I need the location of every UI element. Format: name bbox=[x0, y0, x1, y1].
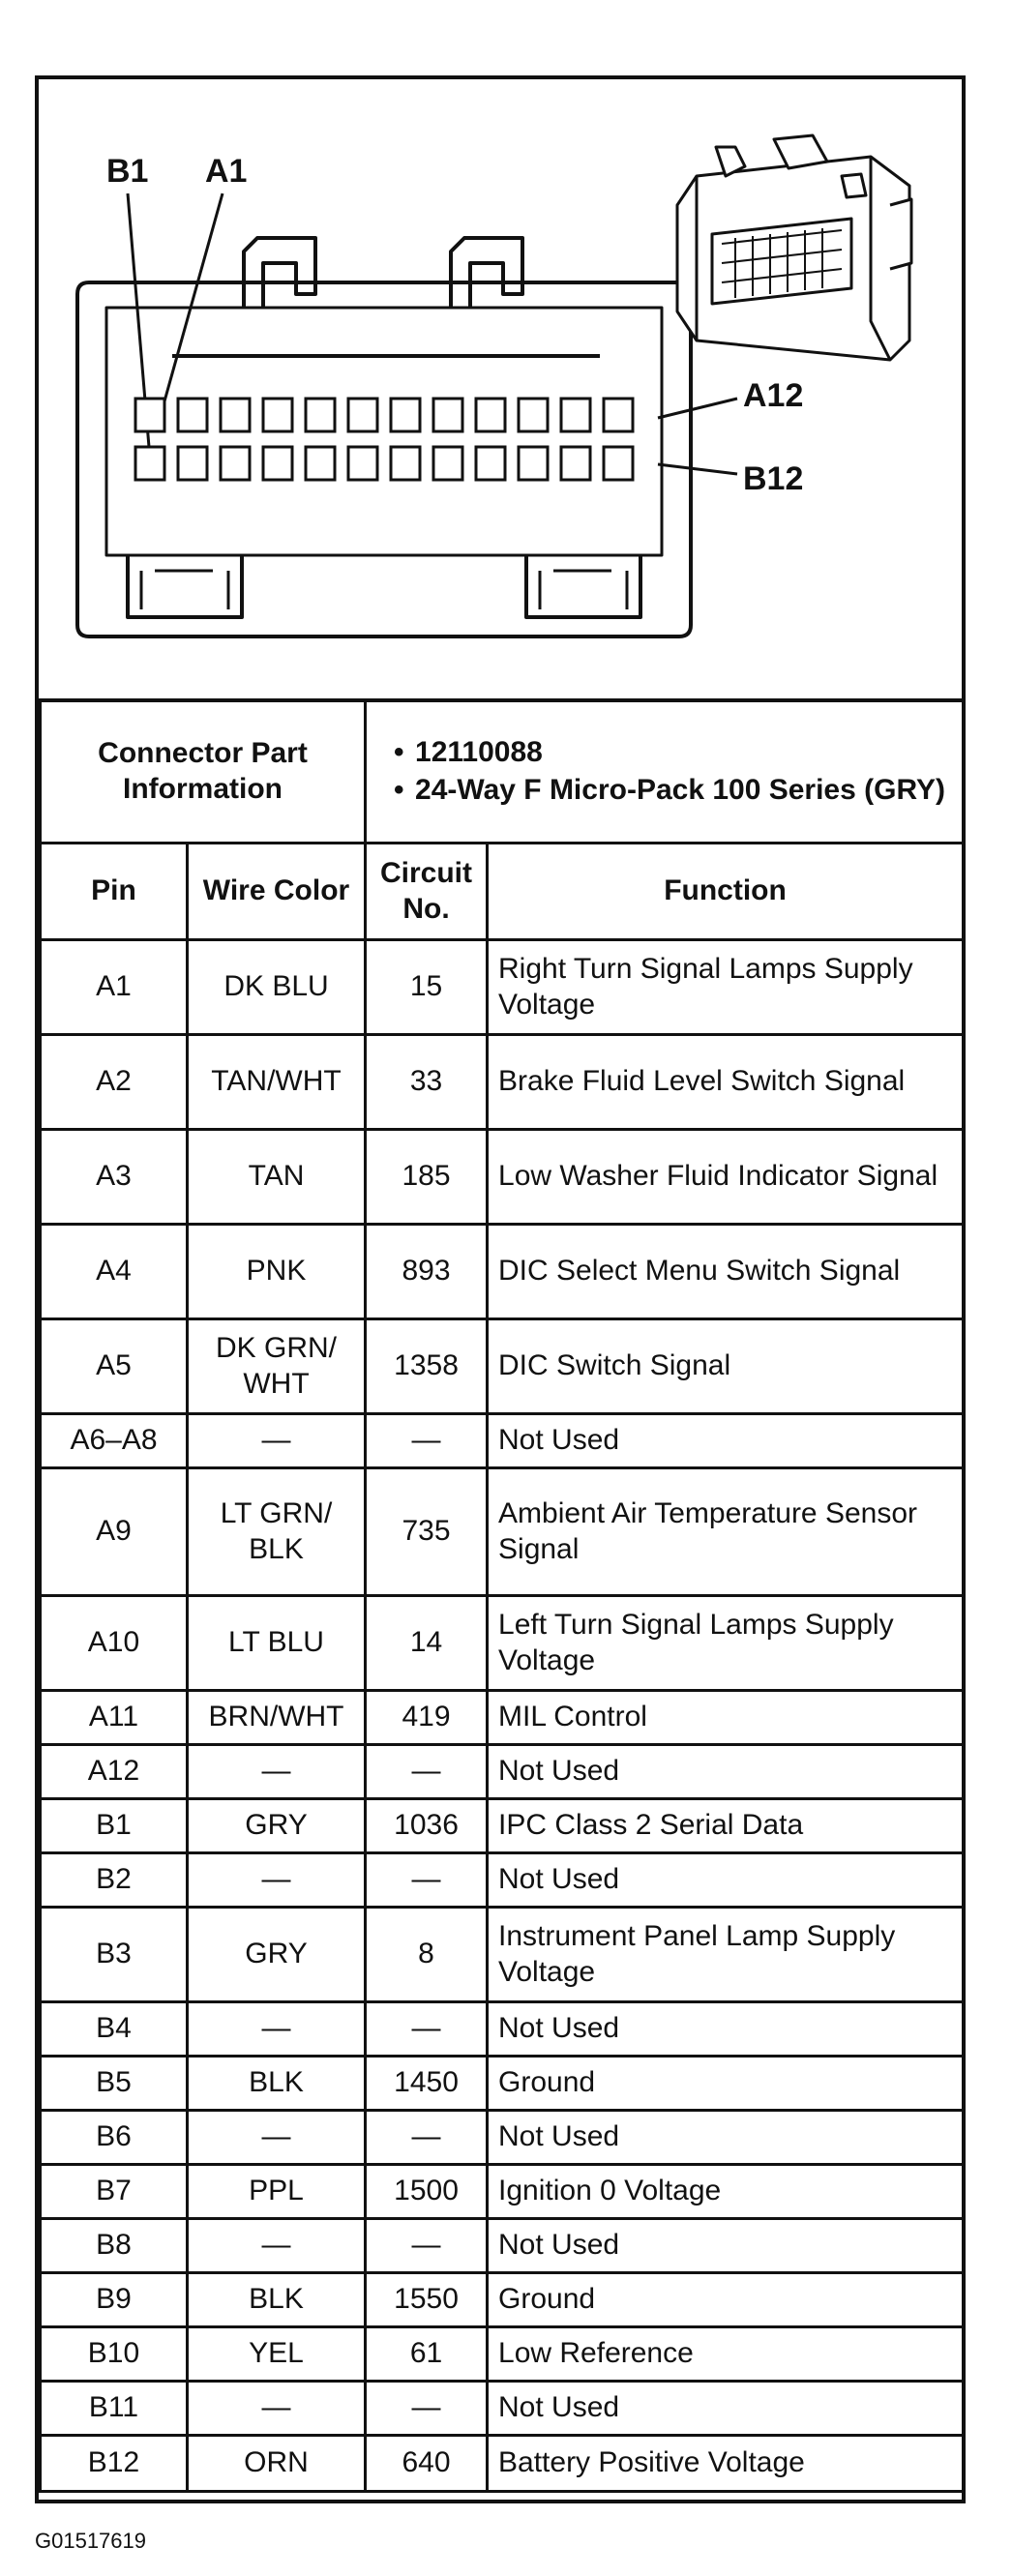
function-cell: Low Reference bbox=[488, 2327, 964, 2382]
pin-cavity bbox=[391, 399, 420, 431]
function-cell: Battery Positive Voltage bbox=[488, 2436, 964, 2492]
table-row bbox=[41, 1035, 964, 1130]
pin-cell: B8 bbox=[41, 2219, 188, 2273]
circuit-cell: — bbox=[366, 1853, 488, 1908]
connector-info-list bbox=[376, 735, 952, 808]
table-row bbox=[41, 1468, 964, 1596]
function-cell: Brake Fluid Level Switch Signal bbox=[488, 1035, 964, 1130]
wire-color-cell: — bbox=[188, 2002, 366, 2057]
function-cell: Ground bbox=[488, 2273, 964, 2327]
function-cell: Not Used bbox=[488, 2002, 964, 2057]
pin-cavity bbox=[348, 447, 377, 480]
table-row bbox=[41, 1414, 964, 1468]
function-cell: Right Turn Signal Lamps Supply Voltage bbox=[488, 940, 964, 1035]
pin-cell: B1 bbox=[41, 1799, 188, 1853]
function-cell: Left Turn Signal Lamps Supply Voltage bbox=[488, 1596, 964, 1691]
table-row bbox=[41, 2002, 964, 2057]
pin-cell: A6–A8 bbox=[41, 1414, 188, 1468]
connector-face-drawing bbox=[39, 79, 962, 698]
table-row bbox=[41, 1130, 964, 1225]
pin-cavity bbox=[263, 399, 292, 431]
table-row bbox=[41, 1225, 964, 1319]
table-row bbox=[41, 1799, 964, 1853]
pin-cell: B2 bbox=[41, 1853, 188, 1908]
wire-color-cell: — bbox=[188, 2382, 366, 2436]
connector-info-label: Connector Part Information bbox=[41, 700, 366, 844]
circuit-cell: 1036 bbox=[366, 1799, 488, 1853]
pin-cavity bbox=[476, 399, 505, 431]
wire-color-cell: PPL bbox=[188, 2165, 366, 2219]
function-cell: DIC Select Menu Switch Signal bbox=[488, 1225, 964, 1319]
circuit-cell: 1358 bbox=[366, 1319, 488, 1414]
function-cell: Not Used bbox=[488, 2111, 964, 2165]
connector-frame bbox=[35, 75, 966, 2503]
wire-color-cell: LT GRN/ BLK bbox=[188, 1468, 366, 1596]
table-header-row bbox=[41, 844, 964, 940]
pin-cell: A11 bbox=[41, 1691, 188, 1745]
header-function: Function bbox=[488, 844, 964, 940]
pin-table bbox=[39, 698, 965, 2493]
function-cell: Low Washer Fluid Indicator Signal bbox=[488, 1130, 964, 1225]
function-cell: MIL Control bbox=[488, 1691, 964, 1745]
pin-cavity bbox=[561, 399, 590, 431]
pin-cavity bbox=[476, 447, 505, 480]
wire-color-cell: BRN/WHT bbox=[188, 1691, 366, 1745]
circuit-cell: 735 bbox=[366, 1468, 488, 1596]
wire-color-cell: LT BLU bbox=[188, 1596, 366, 1691]
function-cell: Not Used bbox=[488, 1853, 964, 1908]
function-cell: DIC Switch Signal bbox=[488, 1319, 964, 1414]
table-row bbox=[41, 1745, 964, 1799]
pin-cell: A9 bbox=[41, 1468, 188, 1596]
table-row bbox=[41, 940, 964, 1035]
pin-cavity bbox=[135, 399, 164, 431]
callout-b12: B12 bbox=[743, 460, 804, 497]
circuit-cell: — bbox=[366, 2002, 488, 2057]
wire-color-cell: BLK bbox=[188, 2057, 366, 2111]
wire-color-cell: ORN bbox=[188, 2436, 366, 2492]
header-circuit: Circuit No. bbox=[366, 844, 488, 940]
pin-cavity bbox=[348, 399, 377, 431]
pin-rows bbox=[41, 940, 964, 2492]
table-row bbox=[41, 2436, 964, 2492]
circuit-cell: 8 bbox=[366, 1908, 488, 2002]
connector-info-cell bbox=[366, 700, 964, 844]
pin-cavity bbox=[561, 447, 590, 480]
table-row bbox=[41, 2165, 964, 2219]
pin-cell: B10 bbox=[41, 2327, 188, 2382]
circuit-cell: 419 bbox=[366, 1691, 488, 1745]
circuit-cell: 14 bbox=[366, 1596, 488, 1691]
connector-part-number: • 12110088 bbox=[394, 735, 952, 771]
table-row bbox=[41, 2057, 964, 2111]
pin-cell: B12 bbox=[41, 2436, 188, 2492]
table-row bbox=[41, 2327, 964, 2382]
header-pin: Pin bbox=[41, 844, 188, 940]
function-cell: Ignition 0 Voltage bbox=[488, 2165, 964, 2219]
wire-color-cell: — bbox=[188, 2111, 366, 2165]
pin-cavity bbox=[221, 447, 250, 480]
pin-cavity bbox=[178, 447, 207, 480]
pin-cell: B7 bbox=[41, 2165, 188, 2219]
pin-cavity bbox=[391, 447, 420, 480]
pin-cavity bbox=[519, 447, 548, 480]
wire-color-cell: YEL bbox=[188, 2327, 366, 2382]
pin-cell: A10 bbox=[41, 1596, 188, 1691]
wire-color-cell: BLK bbox=[188, 2273, 366, 2327]
pin-cell: A1 bbox=[41, 940, 188, 1035]
circuit-cell: — bbox=[366, 2111, 488, 2165]
pin-cell: B6 bbox=[41, 2111, 188, 2165]
pin-cell: B9 bbox=[41, 2273, 188, 2327]
function-cell: Instrument Panel Lamp Supply Voltage bbox=[488, 1908, 964, 2002]
circuit-cell: 1500 bbox=[366, 2165, 488, 2219]
pin-cavity bbox=[604, 399, 633, 431]
wire-color-cell: TAN/WHT bbox=[188, 1035, 366, 1130]
pin-cell: B5 bbox=[41, 2057, 188, 2111]
pin-cell: A3 bbox=[41, 1130, 188, 1225]
pin-cell: A4 bbox=[41, 1225, 188, 1319]
wire-color-cell: GRY bbox=[188, 1799, 366, 1853]
circuit-cell: 33 bbox=[366, 1035, 488, 1130]
table-row bbox=[41, 2273, 964, 2327]
function-cell: Not Used bbox=[488, 1745, 964, 1799]
function-cell: Ambient Air Temperature Sensor Signal bbox=[488, 1468, 964, 1596]
circuit-cell: 61 bbox=[366, 2327, 488, 2382]
wire-color-cell: PNK bbox=[188, 1225, 366, 1319]
wire-color-cell: GRY bbox=[188, 1908, 366, 2002]
pin-cell: A5 bbox=[41, 1319, 188, 1414]
circuit-cell: — bbox=[366, 1745, 488, 1799]
pin-cell: A12 bbox=[41, 1745, 188, 1799]
connector-description: • 24-Way F Micro-Pack 100 Series (GRY) bbox=[394, 773, 952, 809]
table-row bbox=[41, 1908, 964, 2002]
wire-color-cell: — bbox=[188, 2219, 366, 2273]
callout-a12: A12 bbox=[743, 377, 804, 414]
pin-cavity bbox=[178, 399, 207, 431]
figure-id: G01517619 bbox=[35, 2529, 146, 2553]
pin-cavity bbox=[306, 399, 335, 431]
table-row bbox=[41, 1596, 964, 1691]
wire-color-cell: — bbox=[188, 1853, 366, 1908]
function-cell: Not Used bbox=[488, 2382, 964, 2436]
pin-cavity bbox=[306, 447, 335, 480]
circuit-cell: — bbox=[366, 2382, 488, 2436]
connector-diagram bbox=[39, 79, 962, 702]
function-cell: Not Used bbox=[488, 1414, 964, 1468]
circuit-cell: 1550 bbox=[366, 2273, 488, 2327]
table-row bbox=[41, 1319, 964, 1414]
circuit-cell: 640 bbox=[366, 2436, 488, 2492]
circuit-cell: 185 bbox=[366, 1130, 488, 1225]
pin-cavity bbox=[221, 399, 250, 431]
table-row bbox=[41, 2219, 964, 2273]
pin-cavity bbox=[135, 447, 164, 480]
pin-cell: B4 bbox=[41, 2002, 188, 2057]
pin-cell: B3 bbox=[41, 1908, 188, 2002]
callout-a1: A1 bbox=[205, 153, 248, 190]
connector-info-row bbox=[41, 700, 964, 844]
pin-cell: A2 bbox=[41, 1035, 188, 1130]
wire-color-cell: — bbox=[188, 1414, 366, 1468]
header-wire-color: Wire Color bbox=[188, 844, 366, 940]
pin-cavity bbox=[433, 447, 462, 480]
pin-cavity bbox=[604, 447, 633, 480]
wire-color-cell: — bbox=[188, 1745, 366, 1799]
wire-color-cell: DK GRN/ WHT bbox=[188, 1319, 366, 1414]
wire-color-cell: DK BLU bbox=[188, 940, 366, 1035]
pin-cavity bbox=[433, 399, 462, 431]
circuit-cell: — bbox=[366, 1414, 488, 1468]
callout-b1: B1 bbox=[106, 153, 149, 190]
table-row bbox=[41, 1691, 964, 1745]
circuit-cell: 893 bbox=[366, 1225, 488, 1319]
wire-color-cell: TAN bbox=[188, 1130, 366, 1225]
function-cell: IPC Class 2 Serial Data bbox=[488, 1799, 964, 1853]
table-row bbox=[41, 2111, 964, 2165]
pin-cavity bbox=[519, 399, 548, 431]
table-row bbox=[41, 2382, 964, 2436]
circuit-cell: 1450 bbox=[366, 2057, 488, 2111]
pin-cell: B11 bbox=[41, 2382, 188, 2436]
function-cell: Ground bbox=[488, 2057, 964, 2111]
function-cell: Not Used bbox=[488, 2219, 964, 2273]
circuit-cell: 15 bbox=[366, 940, 488, 1035]
table-row bbox=[41, 1853, 964, 1908]
circuit-cell: — bbox=[366, 2219, 488, 2273]
pin-cavity bbox=[263, 447, 292, 480]
